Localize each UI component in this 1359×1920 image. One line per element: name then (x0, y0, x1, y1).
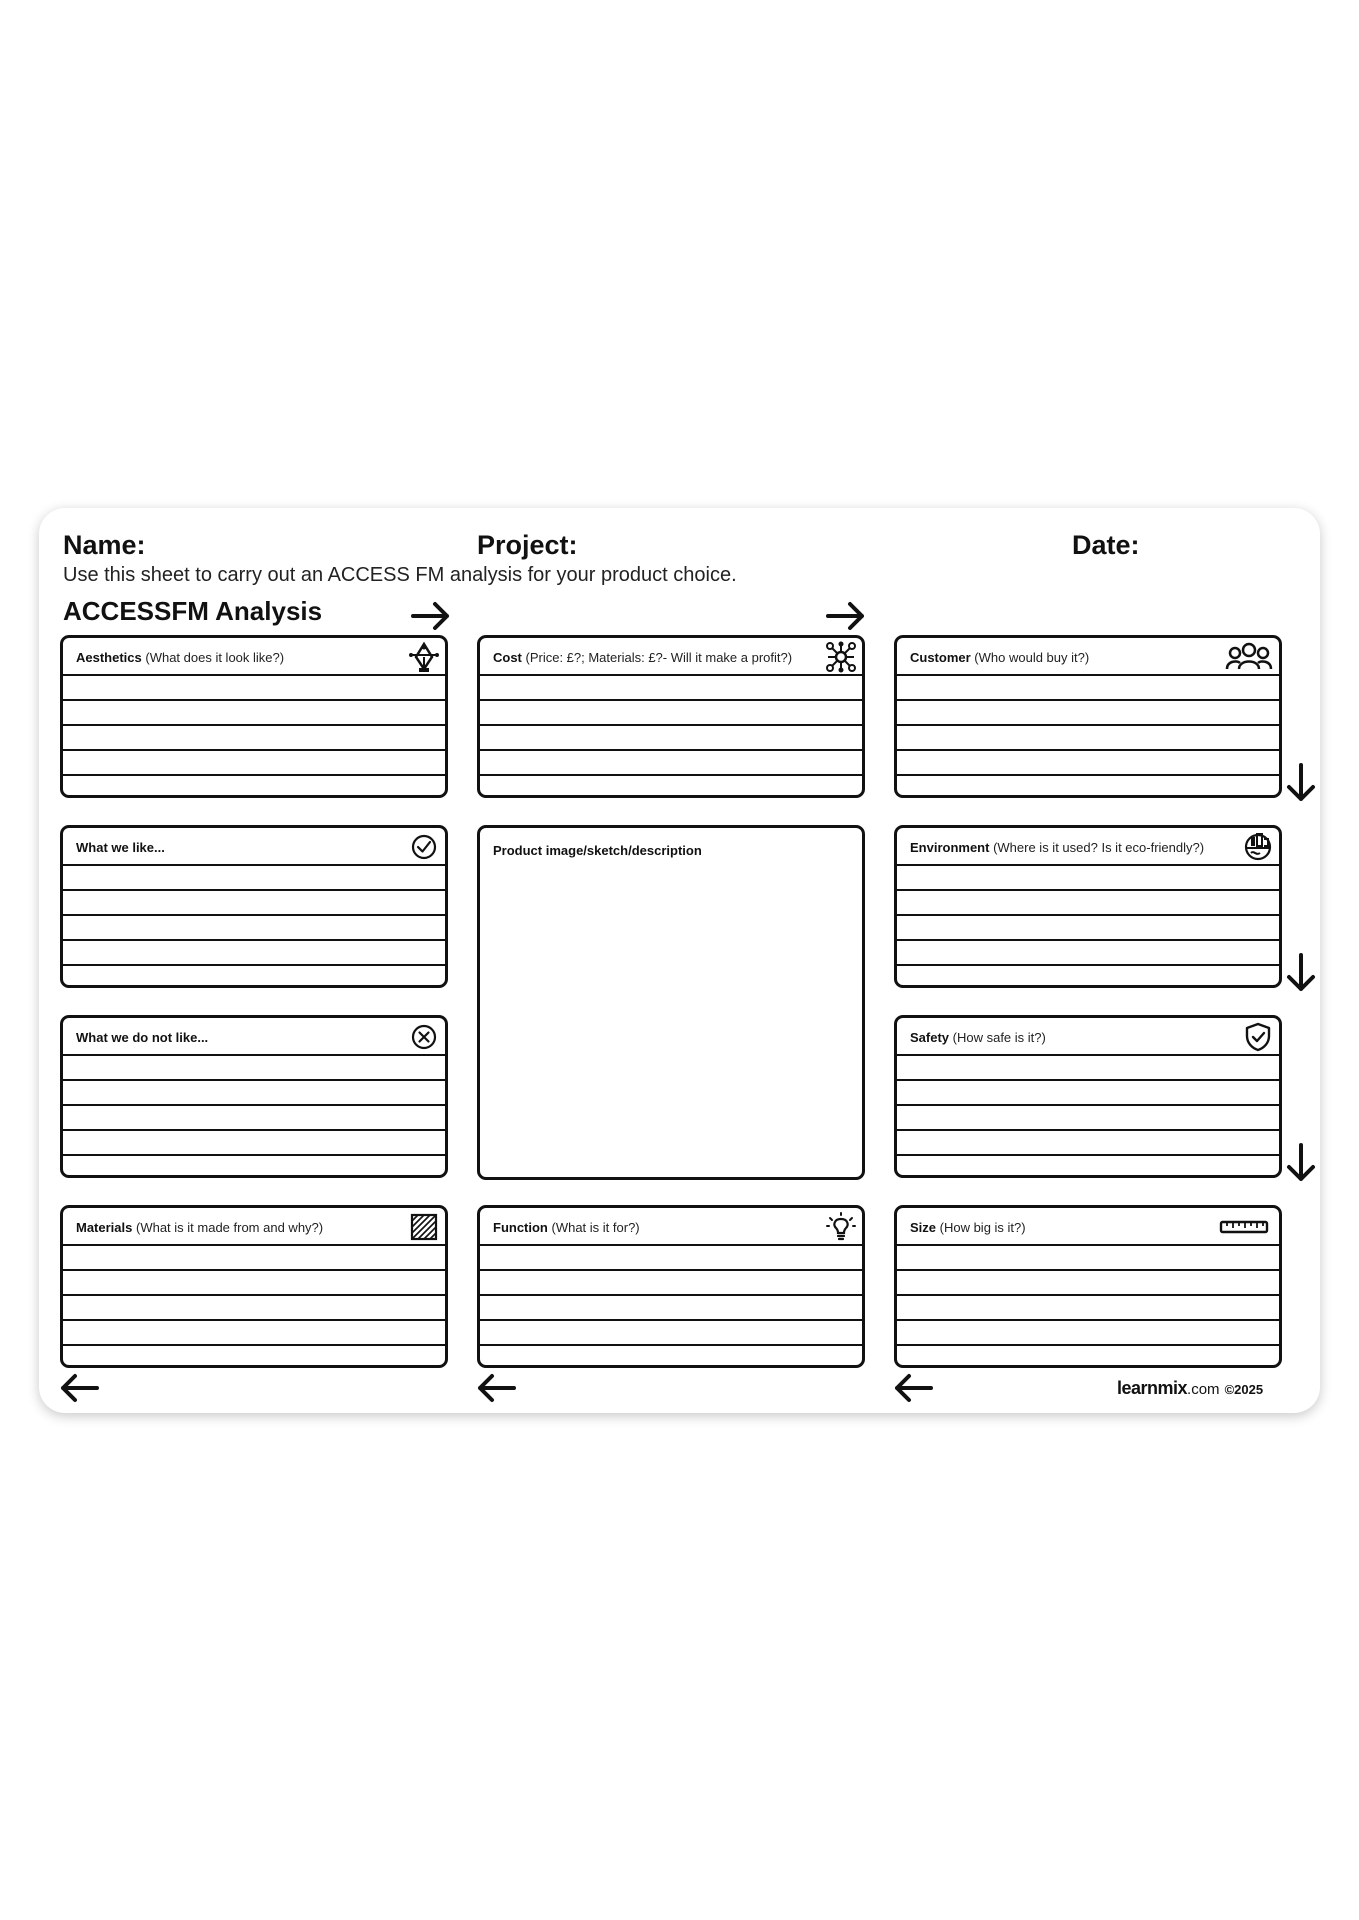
box-title: Environment (910, 840, 990, 855)
box-hint: (Who would buy it?) (970, 650, 1090, 665)
aesthetics-box[interactable] (60, 635, 448, 798)
instructions-text: Use this sheet to carry out an ACCESS FM analysis for your product choice. (63, 564, 737, 586)
date-label: Date: (1072, 530, 1140, 560)
arrow-down-icon (1285, 953, 1317, 993)
copyright: ©2025 (1224, 1382, 1264, 1397)
lightbulb-icon (825, 1211, 857, 1243)
what-we-do-not-like-box[interactable] (60, 1015, 448, 1178)
customer-box[interactable] (894, 635, 1282, 798)
name-label: Name: (63, 530, 146, 560)
check-circle-icon (408, 831, 440, 863)
analysis-title: ACCESSFM Analysis (63, 596, 323, 626)
people-icon (1225, 641, 1273, 673)
eco-globe-icon (1242, 831, 1274, 863)
box-title: Cost (493, 650, 522, 665)
box-title: Customer (910, 650, 971, 665)
arrow-left-icon (476, 1372, 516, 1404)
project-label: Project: (477, 530, 578, 560)
box-hint: (What is it made from and why?) (132, 1220, 324, 1235)
worksheet (39, 508, 1320, 1413)
box-title: Function (493, 1220, 548, 1235)
box-title: Aesthetics (76, 650, 142, 665)
brand-name: learnmix (1117, 1378, 1188, 1398)
box-hint: (How safe is it?) (949, 1030, 1046, 1045)
x-circle-icon (408, 1021, 440, 1053)
size-box[interactable] (894, 1205, 1282, 1368)
function-box[interactable] (477, 1205, 865, 1368)
arrow-down-icon (1285, 1143, 1317, 1183)
box-hint: (What does it look like?) (141, 650, 285, 665)
what-we-like-box[interactable] (60, 825, 448, 988)
safety-box[interactable] (894, 1015, 1282, 1178)
arrow-right-icon (826, 600, 866, 632)
box-hint: (What is it for?) (547, 1220, 640, 1235)
brand-domain: .com (1187, 1381, 1220, 1398)
pen-nib-icon (408, 641, 440, 673)
box-title: Size (910, 1220, 937, 1235)
arrow-down-icon (1285, 763, 1317, 803)
box-title: What we like... (76, 840, 165, 855)
product-image-box[interactable] (477, 825, 865, 1180)
box-title: Product image/sketch/description (493, 843, 702, 858)
arrow-left-icon (59, 1372, 99, 1404)
box-title: What we do not like... (76, 1030, 209, 1045)
box-hint: (Where is it used? Is it eco-friendly?) (989, 840, 1205, 855)
ruler-icon (1219, 1211, 1269, 1243)
shield-check-icon (1242, 1021, 1274, 1053)
network-icon (825, 641, 857, 673)
materials-box[interactable] (60, 1205, 448, 1368)
box-title: Materials (76, 1220, 133, 1235)
arrow-right-icon (411, 600, 451, 632)
hatched-square-icon (408, 1211, 440, 1243)
arrow-left-icon (893, 1372, 933, 1404)
box-title: Safety (910, 1030, 950, 1045)
box-hint: (How big is it?) (936, 1220, 1026, 1235)
cost-box[interactable] (477, 635, 865, 798)
box-hint: (Price: £?; Materials: £?- Will it make a profit?) (521, 650, 793, 665)
footer-brand (1117, 1378, 1263, 1399)
environment-box[interactable] (894, 825, 1282, 988)
